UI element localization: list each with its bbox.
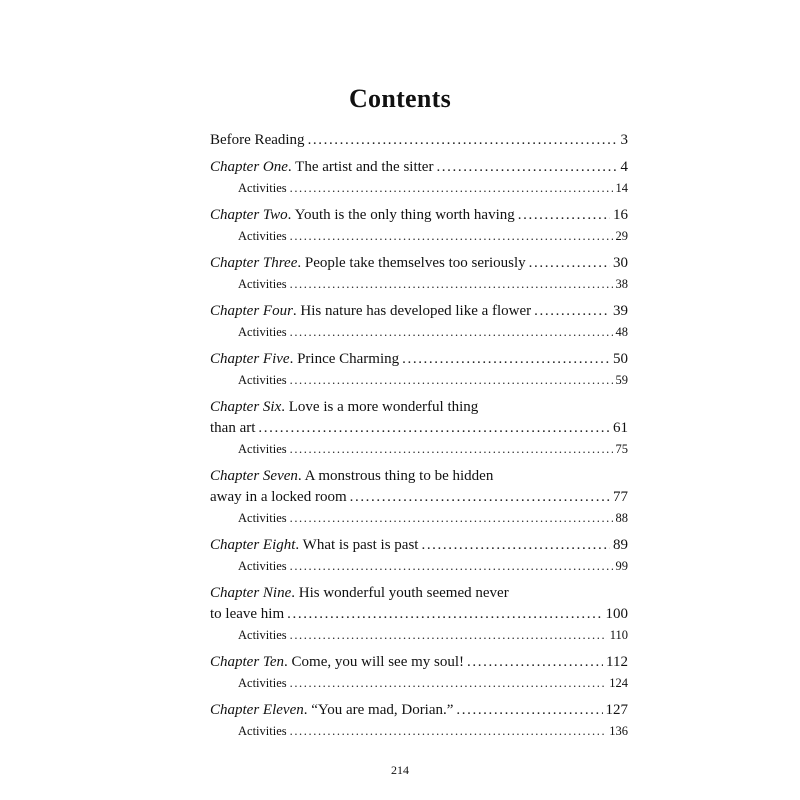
toc-page-number: 124 (609, 676, 628, 690)
activities-label: Activities (238, 628, 287, 642)
dot-leader (308, 130, 618, 151)
dot-leader (290, 322, 613, 343)
activities-label: Activities (238, 442, 287, 456)
chapter-title-text: Chapter Ten. Come, you will see my soul! (210, 654, 465, 670)
chapter-number: Chapter Three (210, 255, 298, 271)
dot-leader (290, 508, 613, 529)
dot-leader (290, 226, 613, 247)
toc-page-number: 38 (615, 277, 628, 291)
activities-row (210, 673, 628, 694)
dot-leader (287, 604, 602, 625)
activities-label: Activities (238, 724, 287, 738)
chapter-number: Chapter Five (210, 351, 290, 367)
chapter-number: Chapter One (210, 159, 288, 175)
chapter-entry (210, 535, 628, 577)
dot-leader (421, 535, 610, 556)
chapter-entry (210, 652, 628, 694)
chapter-number: Chapter Eleven (210, 702, 304, 718)
chapter-entry (210, 466, 628, 529)
chapter-title-row (210, 253, 628, 274)
chapter-number: Chapter Nine (210, 585, 292, 601)
toc-entry-label: Before Reading (210, 132, 305, 148)
dot-leader (290, 274, 613, 295)
chapter-title-row (210, 205, 628, 226)
chapter-title-text: Chapter Eight. What is past is past (210, 537, 419, 553)
chapter-title-row (210, 301, 628, 322)
activities-label: Activities (238, 277, 287, 291)
chapter-title: The artist and the sitter (295, 159, 434, 175)
chapter-title-text: Chapter Seven. A monstrous thing to be hidden (210, 468, 494, 484)
page-title: Contents (348, 84, 452, 113)
toc-page-number: 59 (615, 373, 628, 387)
dot-leader (290, 556, 613, 577)
dot-leader (290, 721, 607, 742)
chapter-title-text: Chapter Five. Prince Charming (210, 351, 400, 367)
toc-page-number: 99 (615, 559, 628, 573)
activities-label: Activities (238, 373, 287, 387)
chapter-list (210, 157, 628, 742)
chapter-number: Chapter Two (210, 207, 288, 223)
dot-leader (402, 349, 610, 370)
activities-label: Activities (238, 325, 287, 339)
dot-leader (290, 370, 613, 391)
dot-leader (534, 301, 610, 322)
activities-row (210, 556, 628, 577)
chapter-title-text: Chapter One. The artist and the sitter (210, 159, 434, 175)
toc-page-number: 136 (609, 724, 628, 738)
chapter-title: A monstrous thing to be hidden (304, 468, 494, 484)
chapter-title-text: Chapter Nine. His wonderful youth seemed never (210, 585, 509, 601)
chapter-title-row (210, 652, 628, 673)
chapter-title: Love is a more wonderful thing (288, 399, 479, 415)
chapter-title-text: Chapter Three. People take themselves too seriously (210, 255, 526, 271)
dot-leader (290, 625, 607, 646)
dot-leader (290, 439, 613, 460)
chapter-title-row (210, 535, 628, 556)
activities-row (210, 508, 628, 529)
toc-page-number: 88 (615, 511, 628, 525)
activities-label: Activities (238, 181, 287, 195)
dot-leader (258, 418, 610, 439)
chapter-title: People take themselves too seriously (304, 255, 526, 271)
chapter-title-text: Chapter Six. Love is a more wonderful thing (210, 399, 479, 415)
dot-leader (456, 700, 602, 721)
chapter-title-row (210, 157, 628, 178)
chapter-title-row (210, 349, 628, 370)
chapter-title: Come, you will see my soul! (291, 654, 465, 670)
dot-leader (529, 253, 610, 274)
toc-page-number: 16 (613, 207, 628, 223)
toc-page-number: 77 (613, 489, 628, 505)
table-of-contents (210, 130, 628, 748)
dot-leader (436, 157, 617, 178)
chapter-number: Chapter Seven (210, 468, 298, 484)
chapter-title-row (210, 418, 628, 439)
chapter-entry (210, 157, 628, 199)
chapter-entry (210, 205, 628, 247)
chapter-entry (210, 397, 628, 460)
chapter-title: His wonderful youth seemed never (298, 585, 509, 601)
activities-row (210, 274, 628, 295)
chapter-title-row (210, 700, 628, 721)
chapter-title: Youth is the only thing worth having (294, 207, 515, 223)
toc-page-number: 75 (615, 442, 628, 456)
toc-page-number: 29 (615, 229, 628, 243)
dot-leader (290, 673, 607, 694)
chapter-title-line (210, 583, 628, 604)
chapter-title-row (210, 487, 628, 508)
toc-entry-before-reading (210, 130, 628, 151)
activities-row (210, 439, 628, 460)
chapter-title-text: Chapter Eleven. “You are mad, Dorian.” (210, 702, 454, 718)
toc-page-number: 3 (620, 132, 628, 148)
chapter-number: Chapter Six (210, 399, 282, 415)
activities-label: Activities (238, 511, 287, 525)
chapter-title-line (210, 397, 628, 418)
chapter-number: Chapter Ten (210, 654, 285, 670)
toc-page-number: 50 (613, 351, 628, 367)
activities-label: Activities (238, 229, 287, 243)
chapter-entry (210, 583, 628, 646)
dot-leader (518, 205, 610, 226)
chapter-title: His nature has developed like a flower (300, 303, 532, 319)
page-number: 214 (391, 763, 409, 777)
toc-page-number: 89 (613, 537, 628, 553)
chapter-title-text: Chapter Four. His nature has developed like a flower (210, 303, 532, 319)
toc-page-number: 112 (606, 654, 628, 670)
toc-page-number: 48 (615, 325, 628, 339)
toc-page-number: 39 (613, 303, 628, 319)
chapter-entry (210, 700, 628, 742)
activities-row (210, 625, 628, 646)
chapter-title: Prince Charming (297, 351, 400, 367)
activities-row (210, 721, 628, 742)
activities-row (210, 226, 628, 247)
toc-page-number: 61 (613, 420, 628, 436)
toc-page-number: 30 (613, 255, 628, 271)
chapter-entry (210, 301, 628, 343)
dot-leader (350, 487, 610, 508)
activities-row (210, 370, 628, 391)
chapter-title: What is past is past (302, 537, 419, 553)
chapter-title: “You are mad, Dorian.” (311, 702, 454, 718)
activities-row (210, 322, 628, 343)
activities-label: Activities (238, 676, 287, 690)
toc-page-number: 110 (609, 628, 628, 642)
toc-page-number: 14 (615, 181, 628, 195)
chapter-title-continued: than art (210, 420, 256, 436)
toc-page-number: 100 (605, 606, 628, 622)
toc-page-number: 127 (605, 702, 628, 718)
chapter-entry (210, 253, 628, 295)
chapter-title-continued: to leave him (210, 606, 285, 622)
chapter-title-line (210, 466, 628, 487)
toc-page-number: 4 (620, 159, 628, 175)
chapter-entry (210, 349, 628, 391)
dot-leader (467, 652, 603, 673)
chapter-number: Chapter Four (210, 303, 293, 319)
dot-leader (290, 178, 613, 199)
chapter-title-text: Chapter Two. Youth is the only thing worth having (210, 207, 515, 223)
activities-row (210, 178, 628, 199)
activities-label: Activities (238, 559, 287, 573)
chapter-title-continued: away in a locked room (210, 489, 347, 505)
chapter-number: Chapter Eight (210, 537, 296, 553)
chapter-title-row (210, 604, 628, 625)
